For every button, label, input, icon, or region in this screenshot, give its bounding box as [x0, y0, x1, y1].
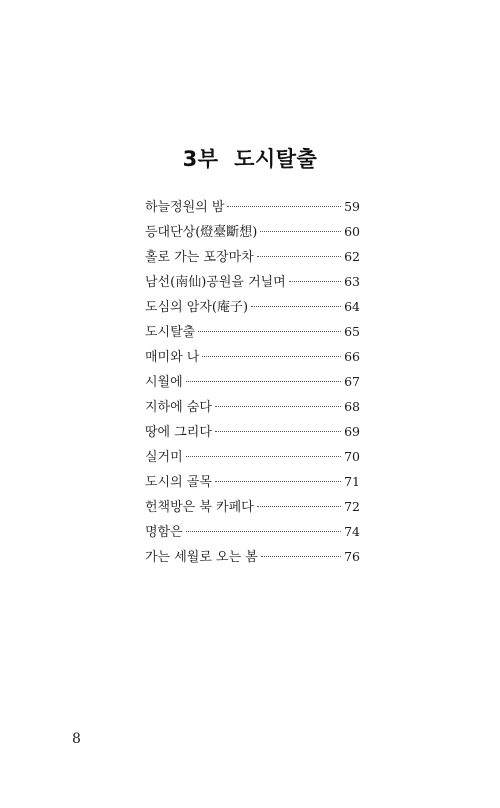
toc-entry-title: 지하에 숨다: [145, 400, 212, 415]
toc-entry-title: 시월에: [145, 375, 183, 390]
toc-entry: [145, 322, 360, 347]
toc-entry-title: 하늘정원의 밤: [145, 200, 225, 215]
toc-entry: [145, 272, 360, 297]
dot-leader: [227, 206, 341, 207]
dot-leader: [257, 506, 341, 507]
toc-entry-page: 76: [344, 549, 360, 564]
toc-entry-page: 67: [344, 374, 360, 389]
toc-entry-title: 매미와 나: [145, 350, 200, 365]
toc-entry-title: 명함은: [145, 525, 183, 540]
dot-leader: [215, 431, 341, 432]
toc-entry-page: 71: [344, 474, 360, 489]
toc-entry-page: 63: [344, 274, 360, 289]
toc-entry-page: 69: [344, 424, 360, 439]
dot-leader: [260, 231, 341, 232]
page-number: 8: [72, 731, 81, 747]
dot-leader: [186, 531, 341, 532]
toc-entry: [145, 447, 360, 472]
dot-leader: [261, 556, 341, 557]
dot-leader: [251, 306, 341, 307]
dot-leader: [198, 331, 341, 332]
toc-entry: [145, 472, 360, 497]
toc-entry-title: 도심의 암자(庵子): [145, 300, 249, 315]
toc-entry-title: 도시탈출: [145, 325, 196, 340]
toc-entry-title: 실거미: [145, 450, 183, 465]
toc-entry-title: 땅에 그리다: [145, 425, 212, 440]
toc-entry-page: 64: [344, 299, 360, 314]
toc-entry-title: 가는 세월로 오는 봄: [145, 550, 258, 565]
toc-entry: [145, 247, 360, 272]
section-title: 3부 도시탈출: [182, 147, 318, 171]
dot-leader: [186, 456, 341, 457]
toc-entry-page: 72: [344, 499, 360, 514]
dot-leader: [202, 356, 341, 357]
toc-entry-title: 남선(南仙)공원을 거닐며: [145, 275, 286, 290]
toc-entry-page: 68: [344, 399, 360, 414]
dot-leader: [215, 481, 341, 482]
toc-entry: [145, 347, 360, 372]
dot-leader: [186, 381, 341, 382]
toc-entry-page: 74: [344, 524, 360, 539]
toc-entry-page: 65: [344, 324, 360, 339]
dot-leader: [289, 281, 341, 282]
toc-entry-title: 홀로 가는 포장마차: [145, 250, 254, 265]
toc-entry: [145, 522, 360, 547]
table-of-contents: [145, 197, 360, 572]
toc-entry: [145, 547, 360, 572]
toc-entry-page: 60: [344, 224, 360, 239]
toc-entry-page: 59: [344, 199, 360, 214]
toc-entry-page: 66: [344, 349, 360, 364]
toc-entry: [145, 422, 360, 447]
toc-entry-page: 70: [344, 449, 360, 464]
toc-entry: [145, 222, 360, 247]
toc-entry: [145, 372, 360, 397]
toc-entry: [145, 297, 360, 322]
toc-entry-title: 헌책방은 북 카페다: [145, 500, 254, 515]
toc-entry-page: 62: [344, 249, 360, 264]
toc-entry: [145, 197, 360, 222]
toc-entry: [145, 497, 360, 522]
toc-entry-title: 도시의 골목: [145, 475, 212, 490]
toc-entry-title: 등대단상(燈臺斷想): [145, 225, 258, 240]
dot-leader: [257, 256, 341, 257]
dot-leader: [215, 406, 341, 407]
toc-entry: [145, 397, 360, 422]
